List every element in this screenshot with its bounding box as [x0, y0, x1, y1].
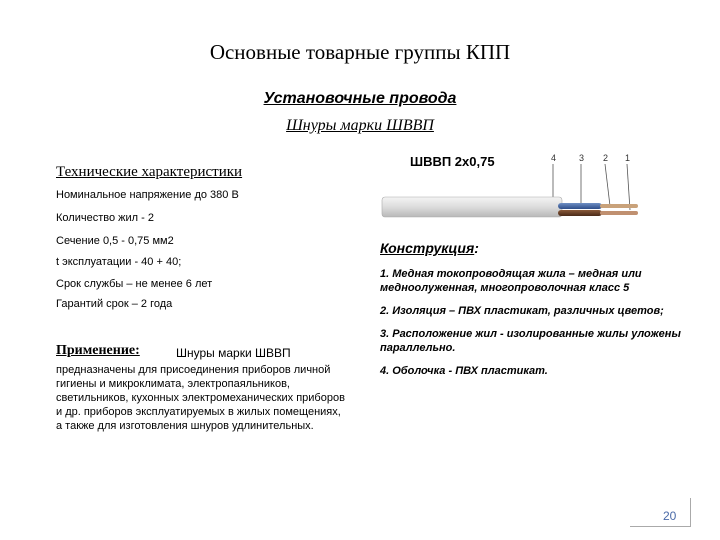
spec-warranty: Гарантий срок – 2 года — [56, 298, 173, 310]
product-subtitle: Шнуры марки ШВВП — [286, 117, 434, 134]
cable-label: ШВВП 2х0,75 — [410, 154, 495, 169]
cable-illustration — [378, 150, 658, 230]
cable-sheath — [382, 197, 562, 217]
construction-heading-text: Конструкция — [380, 240, 475, 256]
core-blue — [558, 203, 602, 209]
wire-number-4: 4 — [551, 153, 557, 163]
spec-temperature: t эксплуатации - 40 + 40; — [56, 256, 182, 268]
page-number-frame — [630, 498, 691, 527]
construction-heading — [380, 240, 479, 256]
spec-voltage: Номинальное напряжение до 380 В — [56, 189, 239, 201]
tech-heading: Технические характеристики — [56, 164, 243, 180]
core-brown — [558, 210, 602, 216]
spec-lifetime: Срок службы – не менее 6 лет — [56, 278, 213, 290]
spec-cores: Количество жил - 2 — [56, 212, 154, 224]
wire-number-3: 3 — [579, 153, 585, 163]
application-lead: Шнуры марки ШВВП — [176, 346, 291, 360]
construction-item-4: 4. Оболочка - ПВХ пластикат. — [380, 365, 548, 377]
conductor-2 — [600, 211, 638, 215]
application-text: предназначены для присоединения приборов личной гигиены и микроклимата, электропаяльников, светильников, кухонных электромеханических приборов и др. приборов эксплуатируемых в жилых помещениях, а также для изготовления шнуров удлинительных. — [56, 364, 345, 432]
section-subtitle: Установочные провода — [263, 90, 457, 107]
wire-number-2: 2 — [603, 153, 609, 163]
page-number: 20 — [663, 509, 677, 523]
conductor-1 — [600, 204, 638, 208]
construction-heading-colon: : — [474, 240, 479, 256]
construction-item-2: 2. Изоляция – ПВХ пластикат, различных цветов; — [380, 305, 664, 317]
construction-item-3-line-1: 3. Расположение жил - изолированные жилы уложены — [380, 328, 681, 340]
construction-item-3-line-2: параллельно. — [380, 342, 456, 354]
leader-line-1 — [627, 164, 630, 210]
spec-section: Сечение 0,5 - 0,75 мм2 — [56, 235, 174, 247]
page-title: Основные товарные группы КПП — [209, 40, 511, 64]
leader-line-2 — [605, 164, 610, 206]
application-heading: Применение: — [56, 343, 140, 358]
construction-item-1-line-1: 1. Медная токопроводящая жила – медная или — [380, 268, 642, 280]
construction-item-1-line-2: медноолуженная, многопроволочная класс 5 — [380, 282, 630, 294]
wire-number-1: 1 — [625, 153, 631, 163]
